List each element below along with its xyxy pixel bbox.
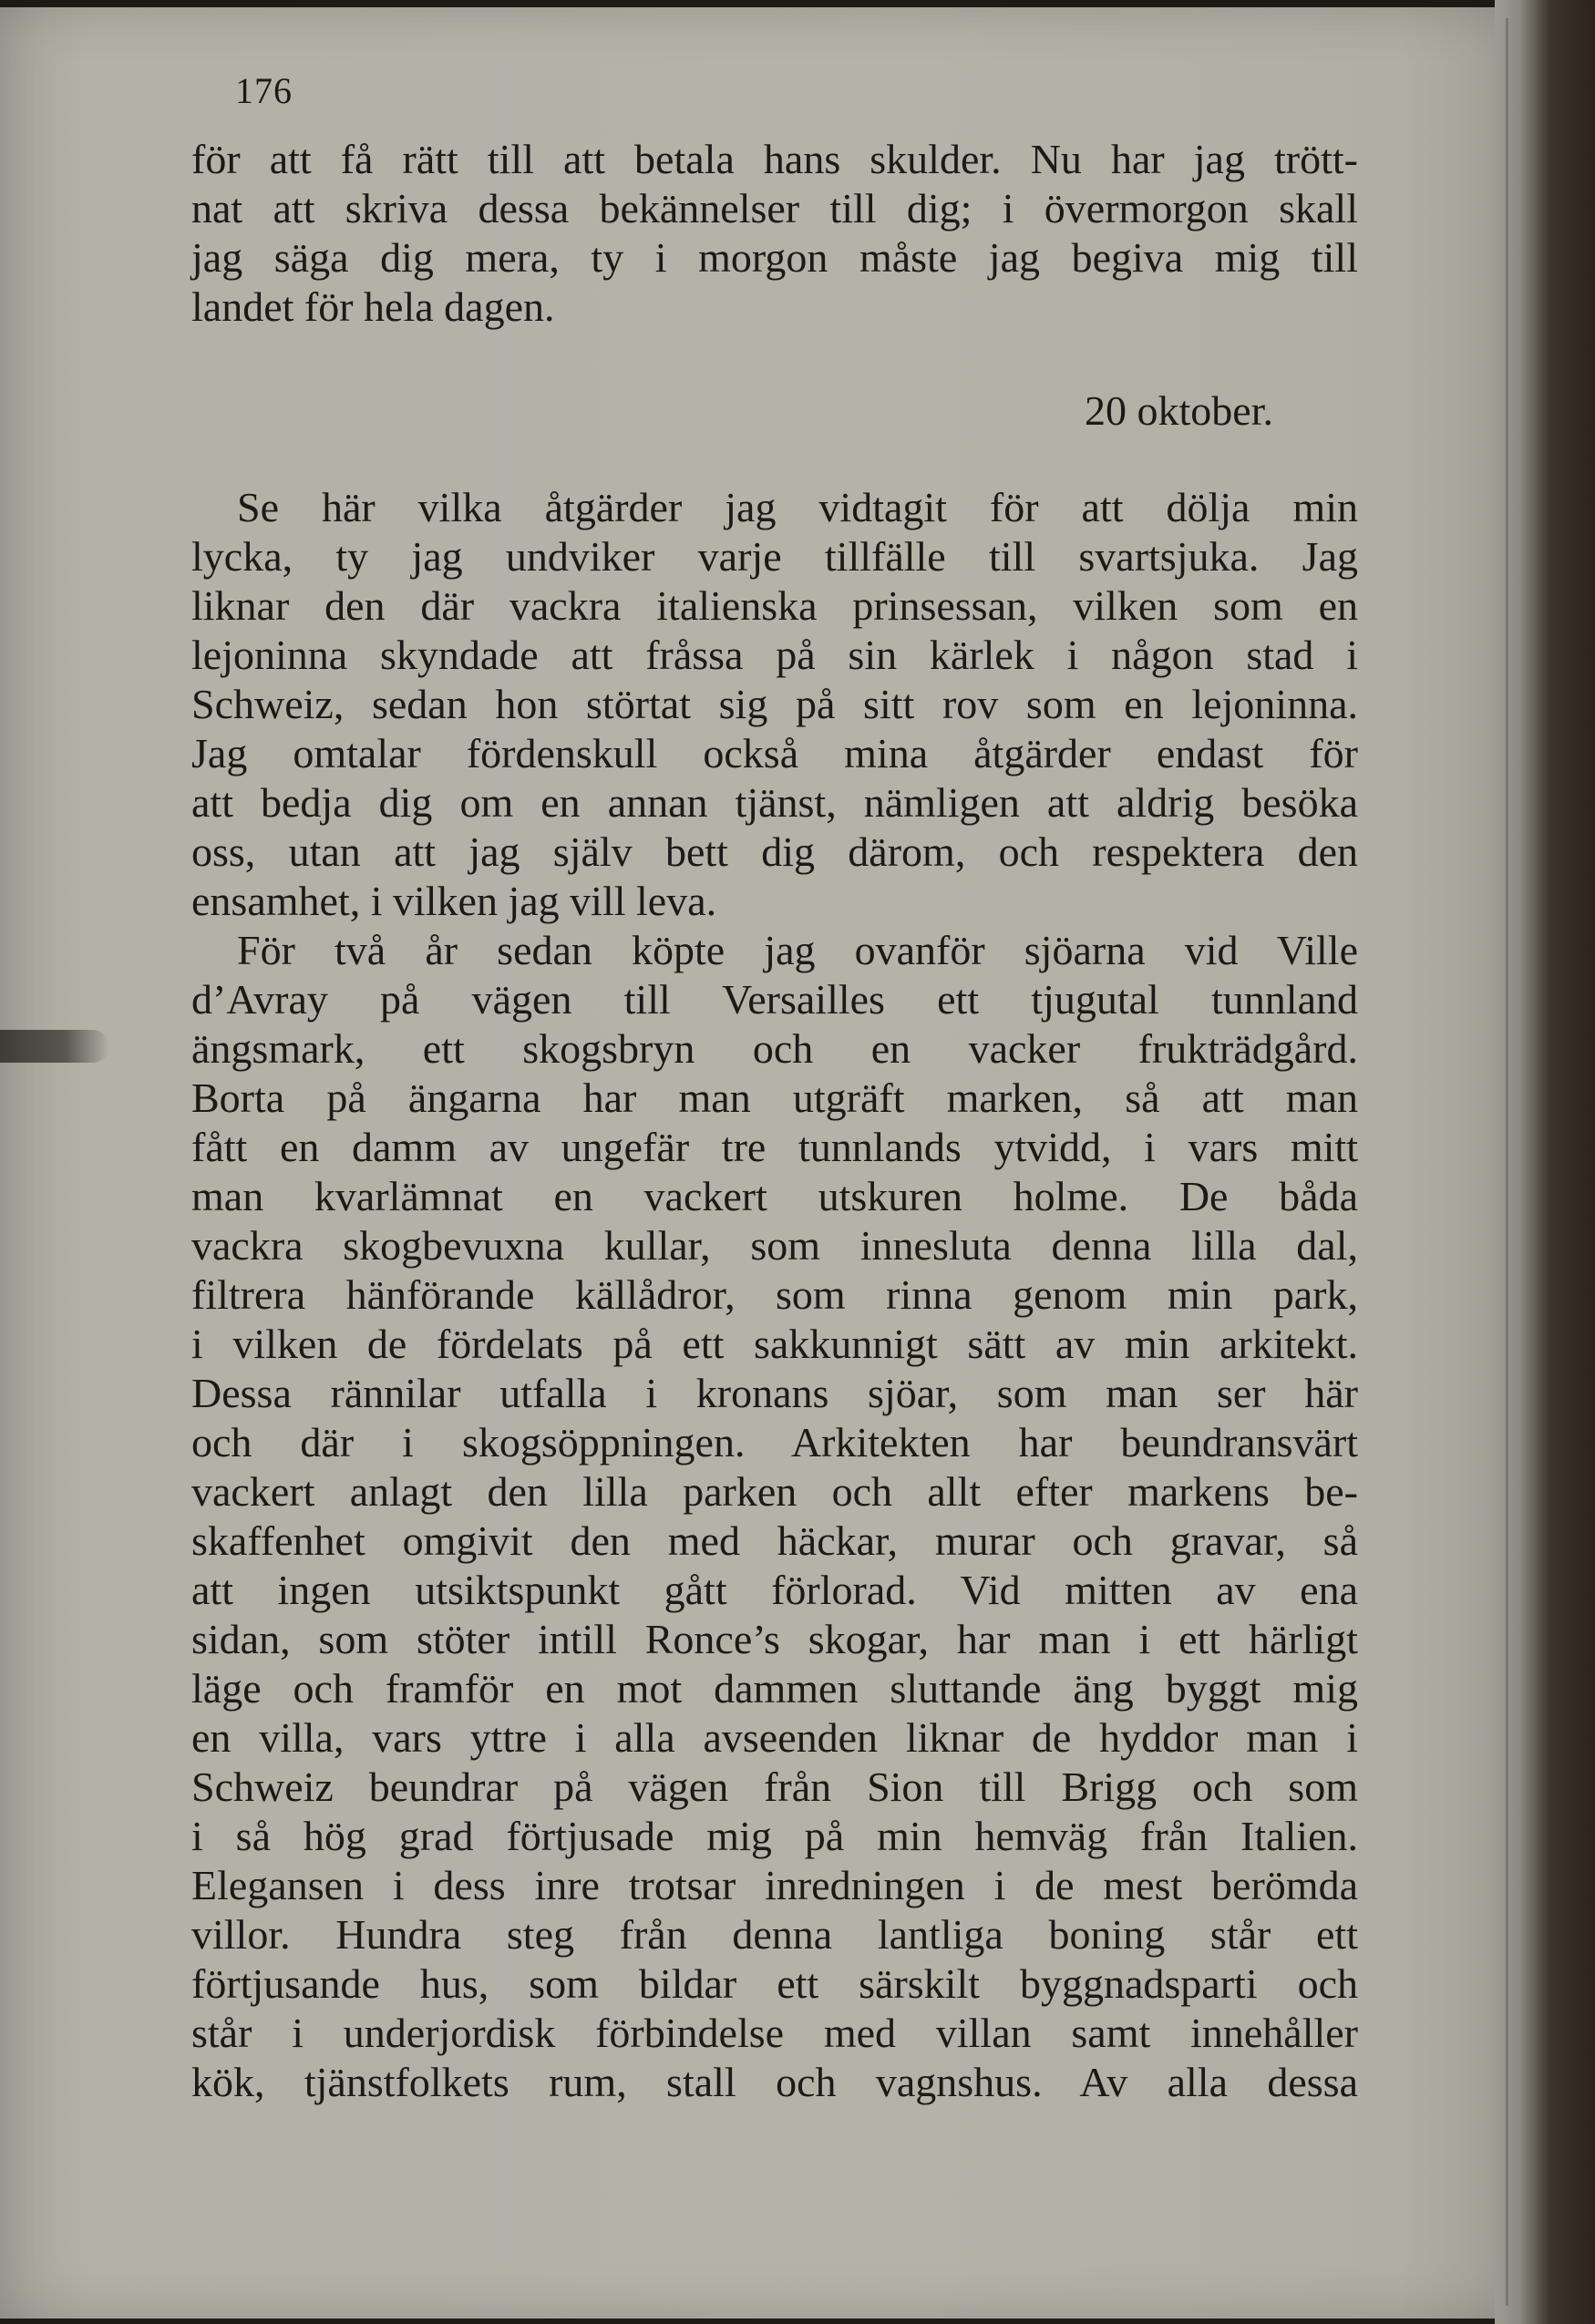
text-line: villor. Hundra steg från denna lantliga boning står ett: [191, 1911, 1358, 1958]
page-number: 176: [235, 70, 293, 111]
text-line: lejoninna skyndade att fråssa på sin kärlek i någon stad i: [191, 632, 1358, 678]
text-line: att ingen utsiktspunkt gått förlorad. Vid mitten av ena: [191, 1567, 1358, 1613]
text-line: oss, utan att jag själv bett dig därom, och respektera den: [191, 828, 1358, 875]
text-line: står i underjordisk förbindelse med villan samt innehåller: [191, 2010, 1358, 2056]
paragraph-2: [191, 483, 1358, 926]
text-line: vackert anlagt den lilla parken och allt efter markens be-: [191, 1468, 1358, 1515]
paragraph-1: [191, 135, 1358, 332]
text-line: Jag omtalar fördenskull också mina åtgärder endast för: [191, 730, 1358, 776]
book-spine-edge: [1495, 0, 1595, 2324]
page-marker-shadow: [0, 1030, 109, 1063]
text-line: att bedja dig om en annan tjänst, nämligen att aldrig besöka: [191, 779, 1358, 826]
text-line: läge och framför en mot dammen sluttande äng byggt mig: [191, 1665, 1358, 1712]
text-line: Dessa rännilar utfalla i kronans sjöar, som man ser här: [191, 1370, 1358, 1416]
text-line: d’Avray på vägen till Versailles ett tjugutal tunnland: [191, 976, 1358, 1023]
text-line: vackra skogbevuxna kullar, som innesluta denna lilla dal,: [191, 1222, 1358, 1269]
page-edge-line: [1506, 18, 1508, 2306]
text-line: skaffenhet omgivit den med häckar, murar och gravar, så: [191, 1517, 1358, 1564]
text-line: Borta på ängarna har man utgräft marken, så att man: [191, 1075, 1358, 1121]
text-line: för att få rätt till att betala hans skulder. Nu har jag trött-: [191, 136, 1358, 182]
text-line: Elegansen i dess inre trotsar inredningen i de mest berömda: [191, 1862, 1358, 1908]
text-line: ängsmark, ett skogsbryn och en vacker frukträdgård.: [191, 1025, 1358, 1072]
text-line: Schweiz beundrar på vägen från Sion till Brigg och som: [191, 1764, 1358, 1810]
text-line: sidan, som stöter intill Ronce’s skogar, har man i ett härligt: [191, 1616, 1358, 1662]
text-line: i vilken de fördelats på ett sakkunnigt sätt av min arkitekt.: [191, 1321, 1358, 1367]
text-line: fått en damm av ungefär tre tunnlands ytvidd, i vars mitt: [191, 1124, 1358, 1170]
text-line: ensamhet, i vilken jag vill leva.: [191, 878, 717, 924]
text-line: Se här vilka åtgärder jag vidtagit för att dölja min: [237, 484, 1358, 530]
text-line: nat att skriva dessa bekännelser till dig; i övermorgon skall: [191, 185, 1358, 231]
text-line: i så hög grad förtjusade mig på min hemväg från Italien.: [191, 1813, 1358, 1859]
text-line: För två år sedan köpte jag ovanför sjöarna vid Ville: [237, 927, 1358, 973]
text-line: Schweiz, sedan hon störtat sig på sitt rov som en lejoninna.: [191, 681, 1358, 727]
text-line: jag säga dig mera, ty i morgon måste jag begiva mig till: [191, 234, 1358, 281]
text-line: man kvarlämnat en vackert utskuren holme. De båda: [191, 1173, 1358, 1219]
diary-date: 20 oktober.: [1085, 387, 1273, 434]
text-line: kök, tjänstfolkets rum, stall och vagnshus. Av alla dessa: [191, 2059, 1358, 2105]
text-line: landet för hela dagen.: [191, 283, 555, 330]
paragraph-3: [191, 926, 1358, 2107]
text-line: en villa, vars yttre i alla avseenden liknar de hyddor man i: [191, 1714, 1358, 1761]
text-line: och där i skogsöppningen. Arkitekten har beundransvärt: [191, 1419, 1358, 1465]
text-line: filtrera hänförande källådror, som rinna genom min park,: [191, 1271, 1358, 1318]
text-line: liknar den där vackra italienska prinsessan, vilken som en: [191, 582, 1358, 629]
text-line: förtjusande hus, som bildar ett särskilt byggnadsparti och: [191, 1960, 1358, 2007]
text-line: lycka, ty jag undviker varje tillfälle till svartsjuka. Jag: [191, 533, 1358, 580]
